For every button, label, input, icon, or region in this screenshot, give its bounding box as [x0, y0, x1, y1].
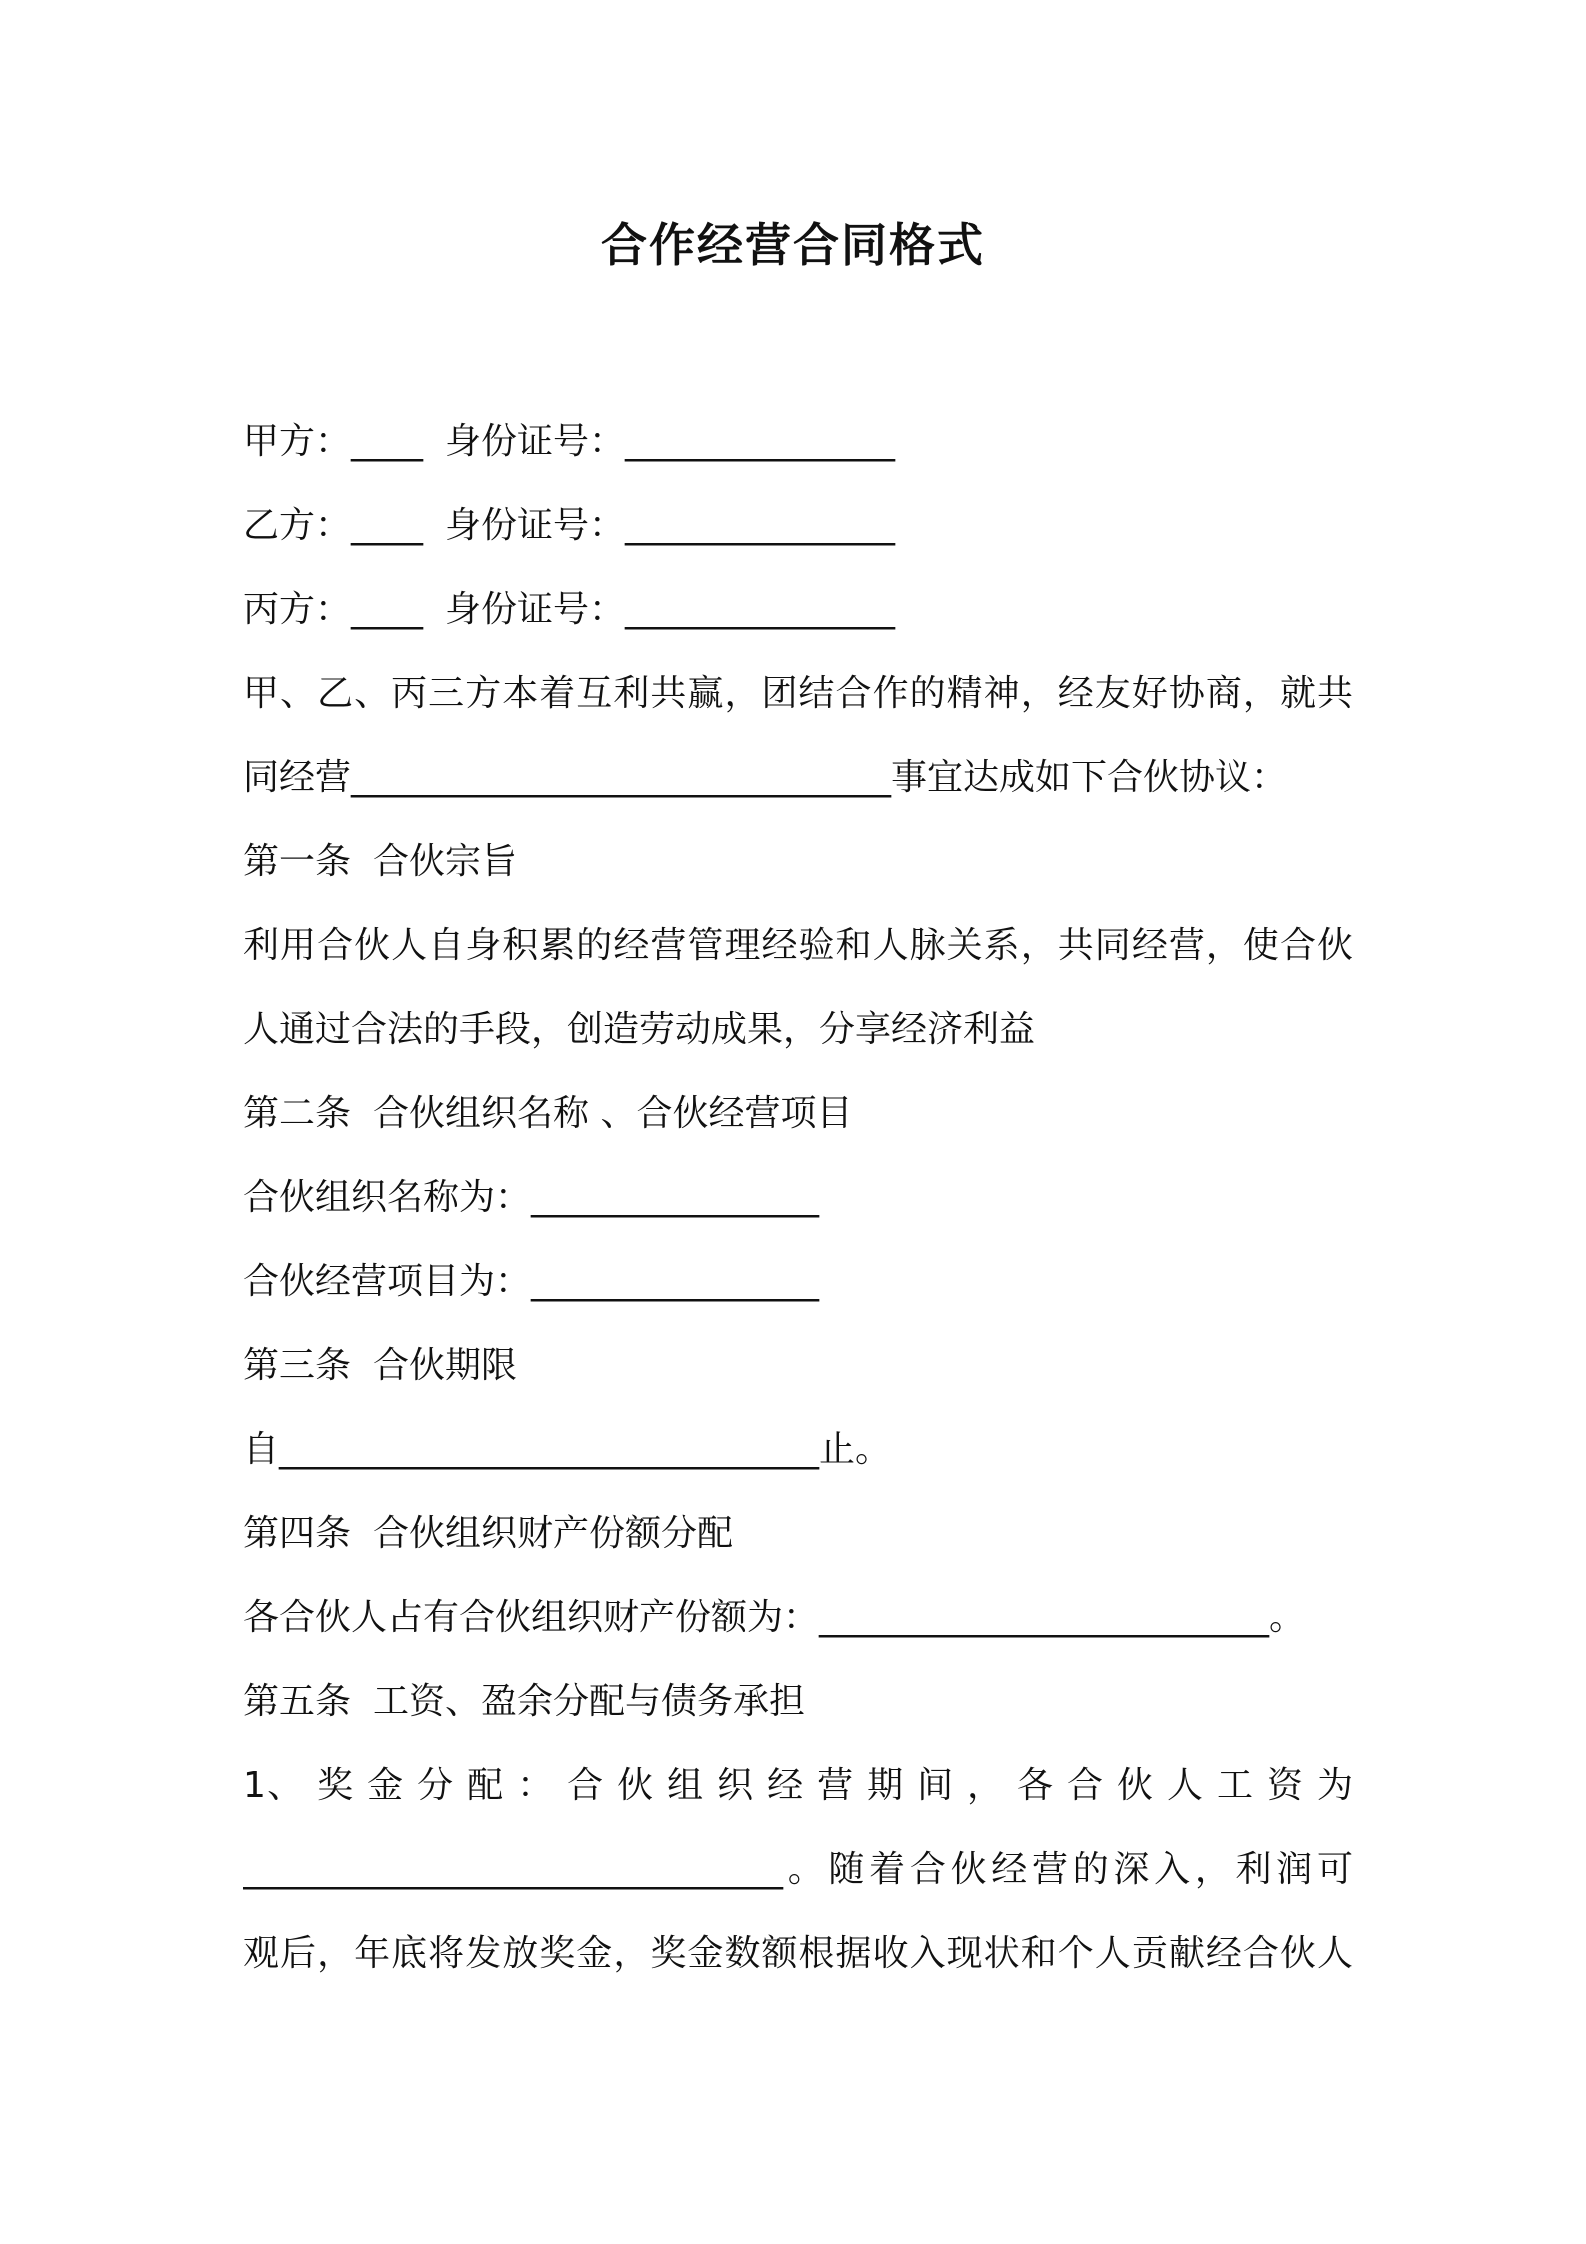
article-2-title: 合伙组织名称 、合伙经营项目 — [373, 1093, 853, 1134]
term-line: 自______________________________止。 — [243, 1429, 891, 1470]
bonus-line-3: 观后，年底将发放奖金，奖金数额根据收入现状和个人贡献经合伙人 — [243, 1933, 1353, 1974]
party-b-line — [243, 484, 1353, 568]
document-title: 合作经营合同格式 — [601, 218, 985, 272]
article-4-title: 合伙组织财产份额分配 — [373, 1513, 734, 1554]
property-share-line: 各合伙人占有合伙组织财产份额为：_________________________。 — [243, 1597, 1306, 1638]
article-4-number: 第四条 — [243, 1513, 352, 1554]
party-c-line — [243, 568, 1353, 652]
article-1-title: 合伙宗旨 — [373, 841, 518, 882]
party-b-name: 乙方：____ — [243, 505, 424, 546]
party-b-id: 身份证号：_______________ — [445, 505, 896, 546]
party-a-line — [243, 400, 1353, 484]
document-body — [243, 400, 1353, 1996]
article-3-number: 第三条 — [243, 1345, 352, 1386]
article-3-title: 合伙期限 — [373, 1345, 518, 1386]
preamble-line-1: 甲、乙、丙三方本着互利共赢，团结合作的精神，经友好协商，就共 — [243, 673, 1353, 714]
article-1-line-2: 人通过合法的手段，创造劳动成果，分享经济利益 — [243, 1009, 1036, 1050]
article-2-heading — [243, 1072, 1353, 1156]
article-1-heading — [243, 820, 1353, 904]
party-a-name: 甲方：____ — [243, 421, 424, 462]
article-3-heading — [243, 1324, 1353, 1408]
article-1-line-1: 利用合伙人自身积累的经营管理经验和人脉关系，共同经营，使合伙 — [243, 925, 1353, 966]
article-5-number: 第五条 — [243, 1681, 352, 1722]
business-project-line: 合伙经营项目为：________________ — [243, 1261, 820, 1302]
party-a-id: 身份证号：_______________ — [445, 421, 896, 462]
party-c-name: 丙方：____ — [243, 589, 424, 630]
article-5-title: 工资、盈余分配与债务承担 — [373, 1681, 806, 1722]
bonus-line-1: 1、 奖 金 分 配 ： 合 伙 组 织 经 营 期 间 ， 各 合 伙 人 工 资 为 — [243, 1765, 1353, 1806]
party-c-id: 身份证号：_______________ — [445, 589, 896, 630]
article-4-heading — [243, 1492, 1353, 1576]
bonus-line-2: ______________________________。随着合伙经营的深入，利润可 — [243, 1849, 1353, 1890]
preamble-line-2: 同经营______________________________事宜达成如下合伙协议： — [243, 757, 1288, 798]
article-1-number: 第一条 — [243, 841, 352, 882]
article-5-heading — [243, 1660, 1353, 1744]
article-2-number: 第二条 — [243, 1093, 352, 1134]
organization-name-line: 合伙组织名称为：________________ — [243, 1177, 820, 1218]
